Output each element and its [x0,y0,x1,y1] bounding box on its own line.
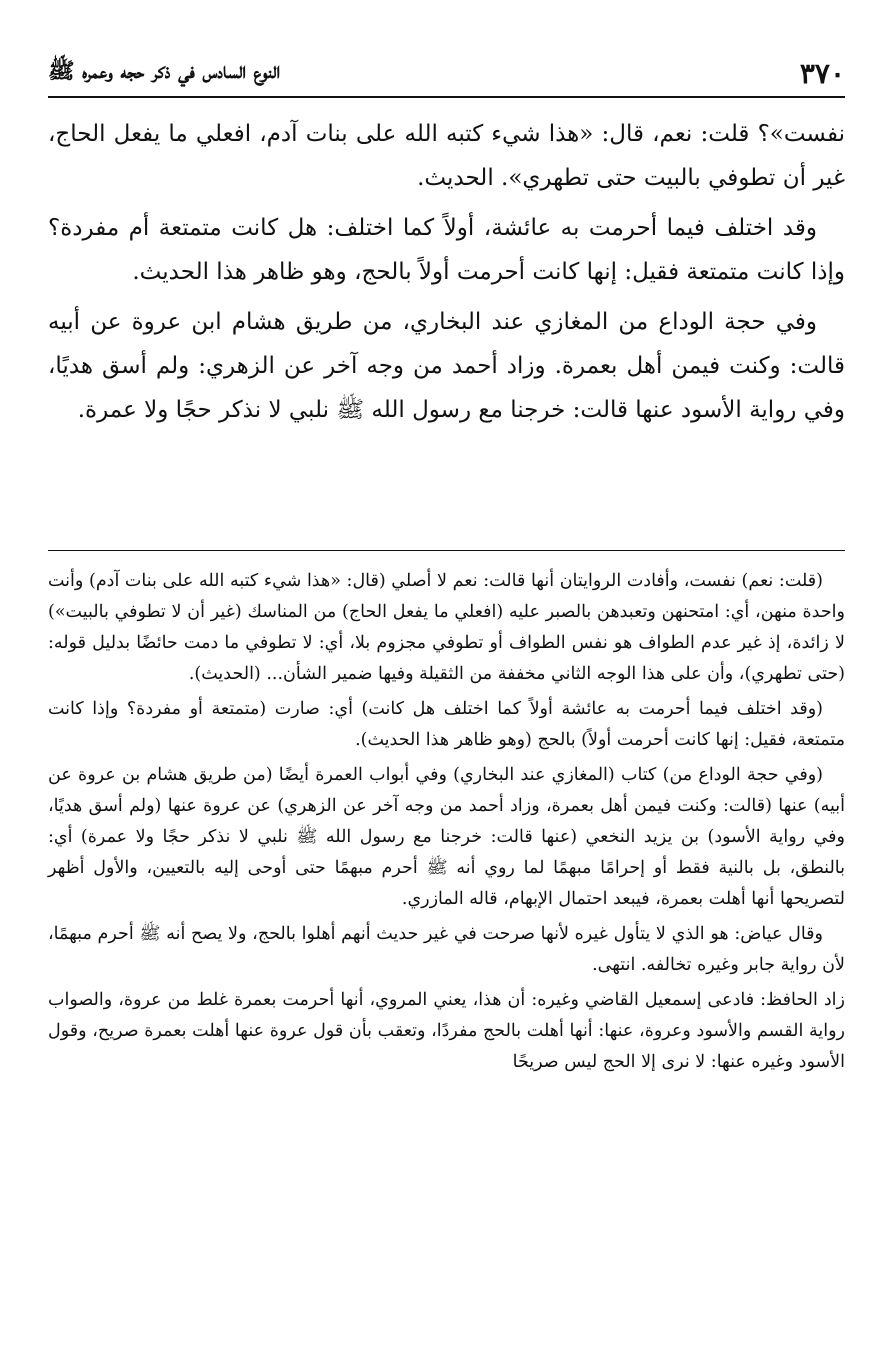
main-paragraph: نفست»؟ قلت: نعم، قال: «هذا شيء كتبه الله على بنات آدم، افعلي ما يفعل الحاج، غير أن تطوفي بالبيت حتى تطهري». الحديث. [48,121,845,191]
main-paragraph: وفي حجة الوداع من المغازي عند البخاري، من طريق هشام ابن عروة عن أبيه قالت: وكنت فيمن أهل بعمرة. وزاد أحمد من وجه آخر عن الزهري: ولم أسق هديًا، وفي رواية الأسود عنها قالت: خرجنا مع رسول الله ﷺ نلبي لا نذكر حجًا ولا عمرة. [48,309,845,423]
main-text [48,112,845,438]
text-separator [48,550,845,551]
commentary-paragraph: (وفي حجة الوداع من) كتاب (المغازي عند البخاري) وفي أبواب العمرة أيضًا (من طريق هشام بن عروة عن أبيه) عنها (قالت: وكنت فيمن أهل بعمرة، وزاد أحمد من وجه آخر عن الزهري) عن عروة عنها (ولم أسق هديًا، وفي رواية الأسود) بن يزيد النخعي (عنها قالت: خرجنا مع رسول الله ﷺ نلبي لا نذكر حجًا ولا عمرة) أي: بالنطق، بل بالنية فقط أو إحرامًا مبهمًا لما روي أنه ﷺ أحرم مبهمًا حتى أوحى إليه بالتعيين، والأول أظهر لتصريحها أنها أهلت بعمرة، فيبعد احتمال الإبهام، قاله المازري. [48,765,845,909]
header-rule [48,96,845,98]
commentary-paragraph: زاد الحافظ: فادعى إسمعيل القاضي وغيره: أن هذا، يعني المروي، أنها أحرمت بعمرة غلط من عروة، والصواب رواية القسم والأسود وعروة، عنها: أنها أهلت بالحج مفردًا، وتعقب بأن قول عروة عنها أهلت بعمرة صريح، وقول الأسود وغيره عنها: لا نرى إلا الحج ليس صريحًا [48,990,845,1072]
main-paragraph: وقد اختلف فيما أحرمت به عائشة، أولاً كما اختلف: هل كانت متمتعة أم مفردة؟ وإذا كانت متمتعة فقيل: إنها كانت أحرمت أولاً بالحج، وهو ظاهر هذا الحديث. [48,215,845,285]
running-title: النوع السادس في ذكر حجه وعمره ﷺ [48,58,281,84]
commentary-paragraph: (وقد اختلف فيما أحرمت به عائشة أولاً كما اختلف هل كانت) أي: صارت (متمتعة أو مفردة؟ وإذا كانت متمتعة، فقيل: إنها كانت أحرمت أولاً) بالحج (وهو ظاهر هذا الحديث). [48,699,845,750]
page-number: ٣٧٠ [799,56,845,90]
commentary-paragraph: وقال عياض: هو الذي لا يتأول غيره لأنها صرحت في غير حديث أنهم أهلوا بالحج، ولا يصح أنه ﷺ أحرم مبهمًا، لأن رواية جابر وغيره تخالفه. انتهى. [48,924,845,975]
commentary [48,566,845,1082]
commentary-paragraph: (قلت: نعم) نفست، وأفادت الروايتان أنها قالت: نعم لا أصلي (قال: «هذا شيء كتبه الله على بنات آدم) وأنت واحدة منهن، أي: امتحنهن وتعبدهن بالصبر عليه (افعلي ما يفعل الحاج) من المناسك (غير أن لا تطوفي بالبيت») لا زائدة، إذ غير عدم الطواف هو نفس الطواف أو تطوفي مجزوم بلا، أي: لا تطوفي ما دمت حائضًا بدليل قوله: (حتى تطهري)، وأن على هذا الوجه الثاني مخففة من الثقيلة وفيها ضمير الشأن... (الحديث). [48,571,845,684]
page-header [48,52,845,94]
